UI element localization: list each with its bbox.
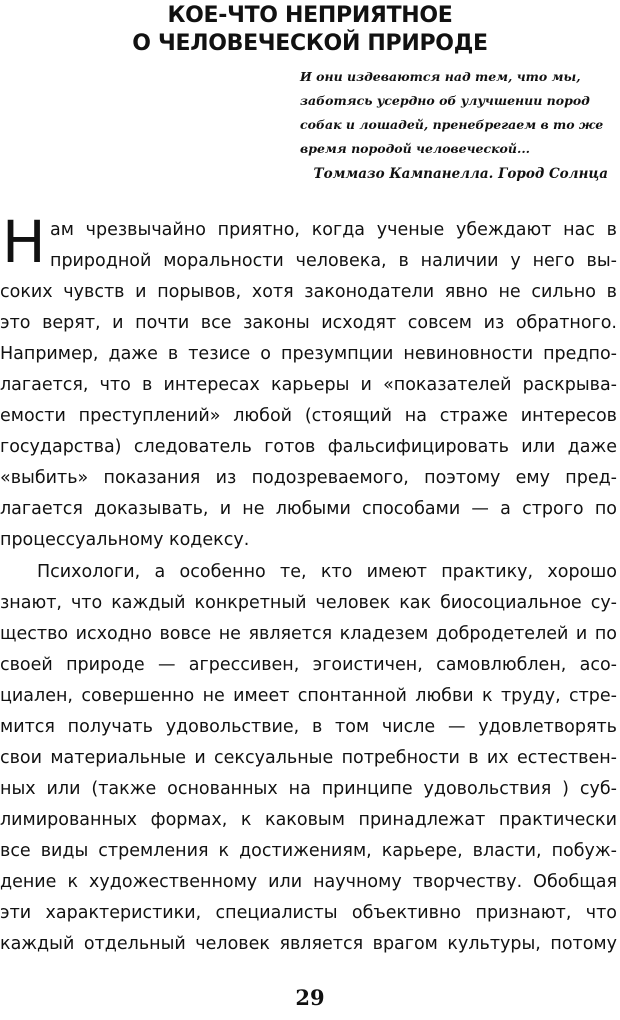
body-line: знают, что каждый конкретный человек как биосоциальное су-: [0, 593, 617, 613]
body-line: свои материальные и сексуальные потребности в их естествен-: [0, 748, 617, 768]
body-line: процессуальному кодексу.: [0, 530, 250, 550]
body-line: соких чувств и порывов, хотя законодатели явно не сильно в: [0, 282, 617, 302]
body-line: лагается доказывать, и не любыми способами — а строго по: [0, 499, 617, 519]
body-line: лагается, что в интересах карьеры и «показателей раскрыва-: [0, 375, 617, 395]
body-line: ам чрезвычайно приятно, когда ученые убеждают нас в: [50, 220, 617, 240]
body-line: это верят, и почти все законы исходят совсем из обратного.: [0, 313, 617, 333]
body-line: своей природе — агрессивен, эгоистичен, самовлюблен, асо-: [0, 655, 617, 675]
epigraph-line: время породой человеческой...: [300, 141, 531, 156]
epigraph-attribution: Томмазо Кампанелла. Город Солнца: [313, 166, 608, 182]
epigraph-line: И они издеваются над тем, что мы,: [300, 69, 581, 84]
body-line: «выбить» показания из подозреваемого, поэтому ему пред-: [0, 468, 617, 488]
body-line: емости преступлений» любой (стоящий на страже интересов: [0, 406, 617, 426]
body-line: эти характеристики, специалисты объективно признают, что: [0, 903, 617, 923]
body-line: ных или (также основанных на принципе удовольствия ) суб-: [0, 779, 617, 799]
body-line: все виды стремления к достижениям, карьере, власти, побуж-: [0, 841, 617, 861]
body-line: мится получать удовольствие, в том числе — удовлетворять: [0, 717, 617, 737]
body-line: государства) следователь готов фальсифицировать или даже: [0, 437, 617, 457]
drop-cap: Н: [2, 208, 46, 276]
chapter-title-line-1: КОЕ-ЧТО НЕПРИЯТНОЕ: [167, 3, 453, 28]
body-line: каждый отдельный человек является врагом культуры, потому: [0, 934, 617, 954]
chapter-title-line-2: О ЧЕЛОВЕЧЕСКОЙ ПРИРОДЕ: [132, 31, 488, 56]
body-line: Например, даже в тезисе о презумпции невиновности предпо-: [0, 344, 617, 364]
epigraph-line: собак и лошадей, пренебрегаем в то же: [300, 117, 604, 132]
body-line: щество исходно вовсе не является кладезем добродетелей и по: [0, 624, 617, 644]
page-number: 29: [295, 985, 325, 1010]
body-line: циален, совершенно не имеет спонтанной любви к труду, стре-: [0, 686, 617, 706]
body-line: лимированных формах, к каковым принадлежат практически: [0, 810, 617, 830]
body-line: природной моральности человека, в наличии у него вы-: [50, 251, 617, 271]
body-line: дение к художественному или научному творчеству. Обобщая: [0, 872, 617, 892]
body-line: Психологи, а особенно те, кто имеют практику, хорошо: [37, 562, 617, 582]
epigraph-line: заботясь усердно об улучшении пород: [300, 93, 590, 108]
